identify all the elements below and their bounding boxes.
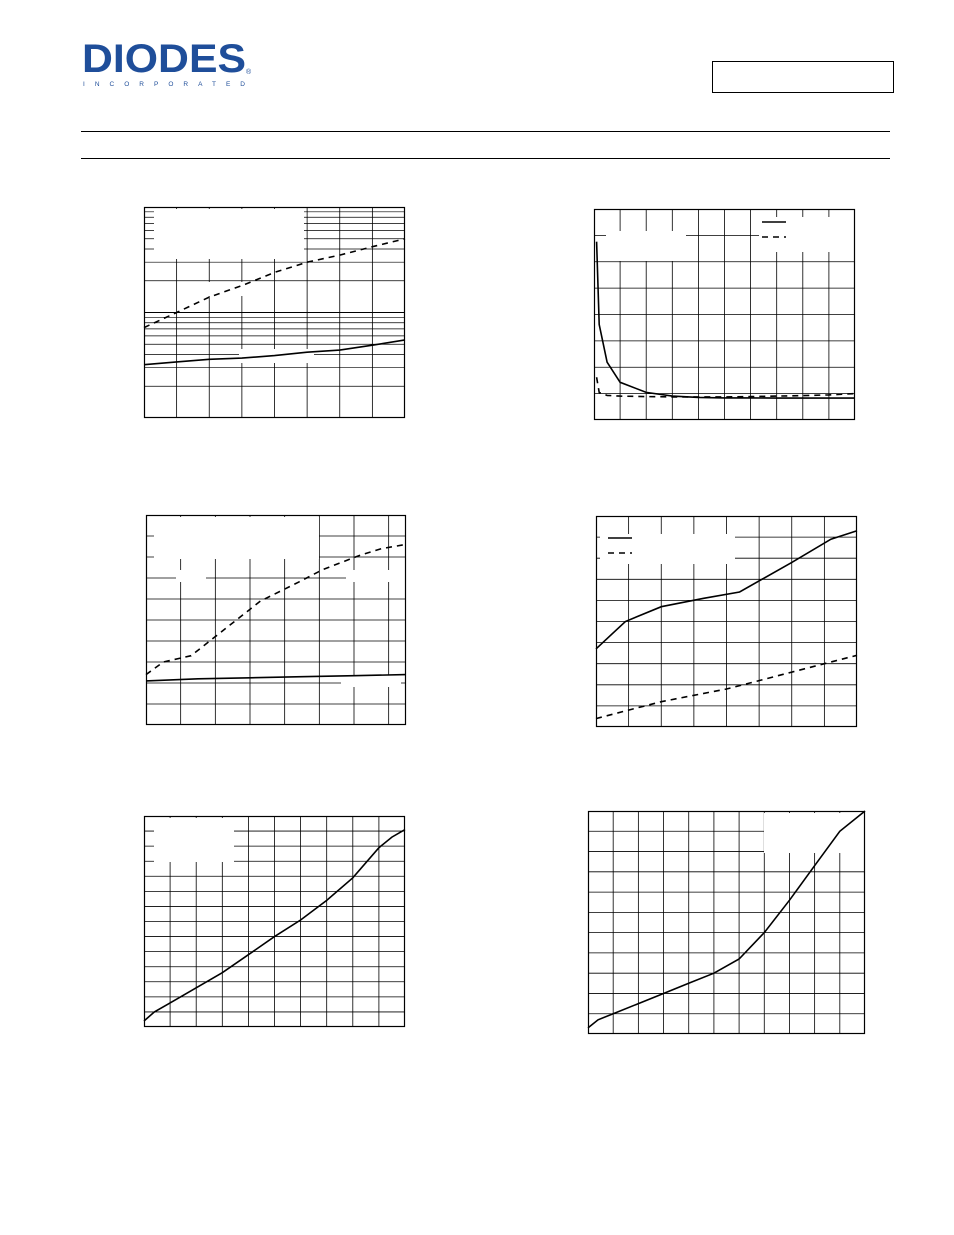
legend-box	[154, 818, 234, 862]
header-rule-bottom	[81, 158, 890, 159]
label-box	[184, 282, 264, 296]
chart-3	[146, 515, 406, 725]
chart-1	[144, 207, 405, 418]
header-rule-top	[81, 131, 890, 132]
chart-4	[596, 516, 857, 727]
legend-box	[764, 813, 864, 853]
logo-wordmark: DIODES	[82, 40, 246, 81]
label-box	[176, 570, 206, 582]
chart-5	[144, 816, 405, 1027]
label-box	[341, 675, 401, 687]
diodes-logo	[82, 40, 254, 88]
series-line-1	[146, 544, 406, 674]
label-box	[346, 570, 406, 582]
legend-box	[154, 517, 319, 559]
legend-box	[154, 209, 304, 259]
chart-6	[588, 811, 865, 1034]
chart-2	[594, 209, 855, 420]
series-line-1	[597, 242, 855, 398]
logo-registered-mark: ®	[246, 69, 252, 76]
label-box	[606, 231, 686, 261]
logo-subtext: INCORPORATED	[83, 81, 245, 88]
part-number-box	[712, 61, 894, 93]
